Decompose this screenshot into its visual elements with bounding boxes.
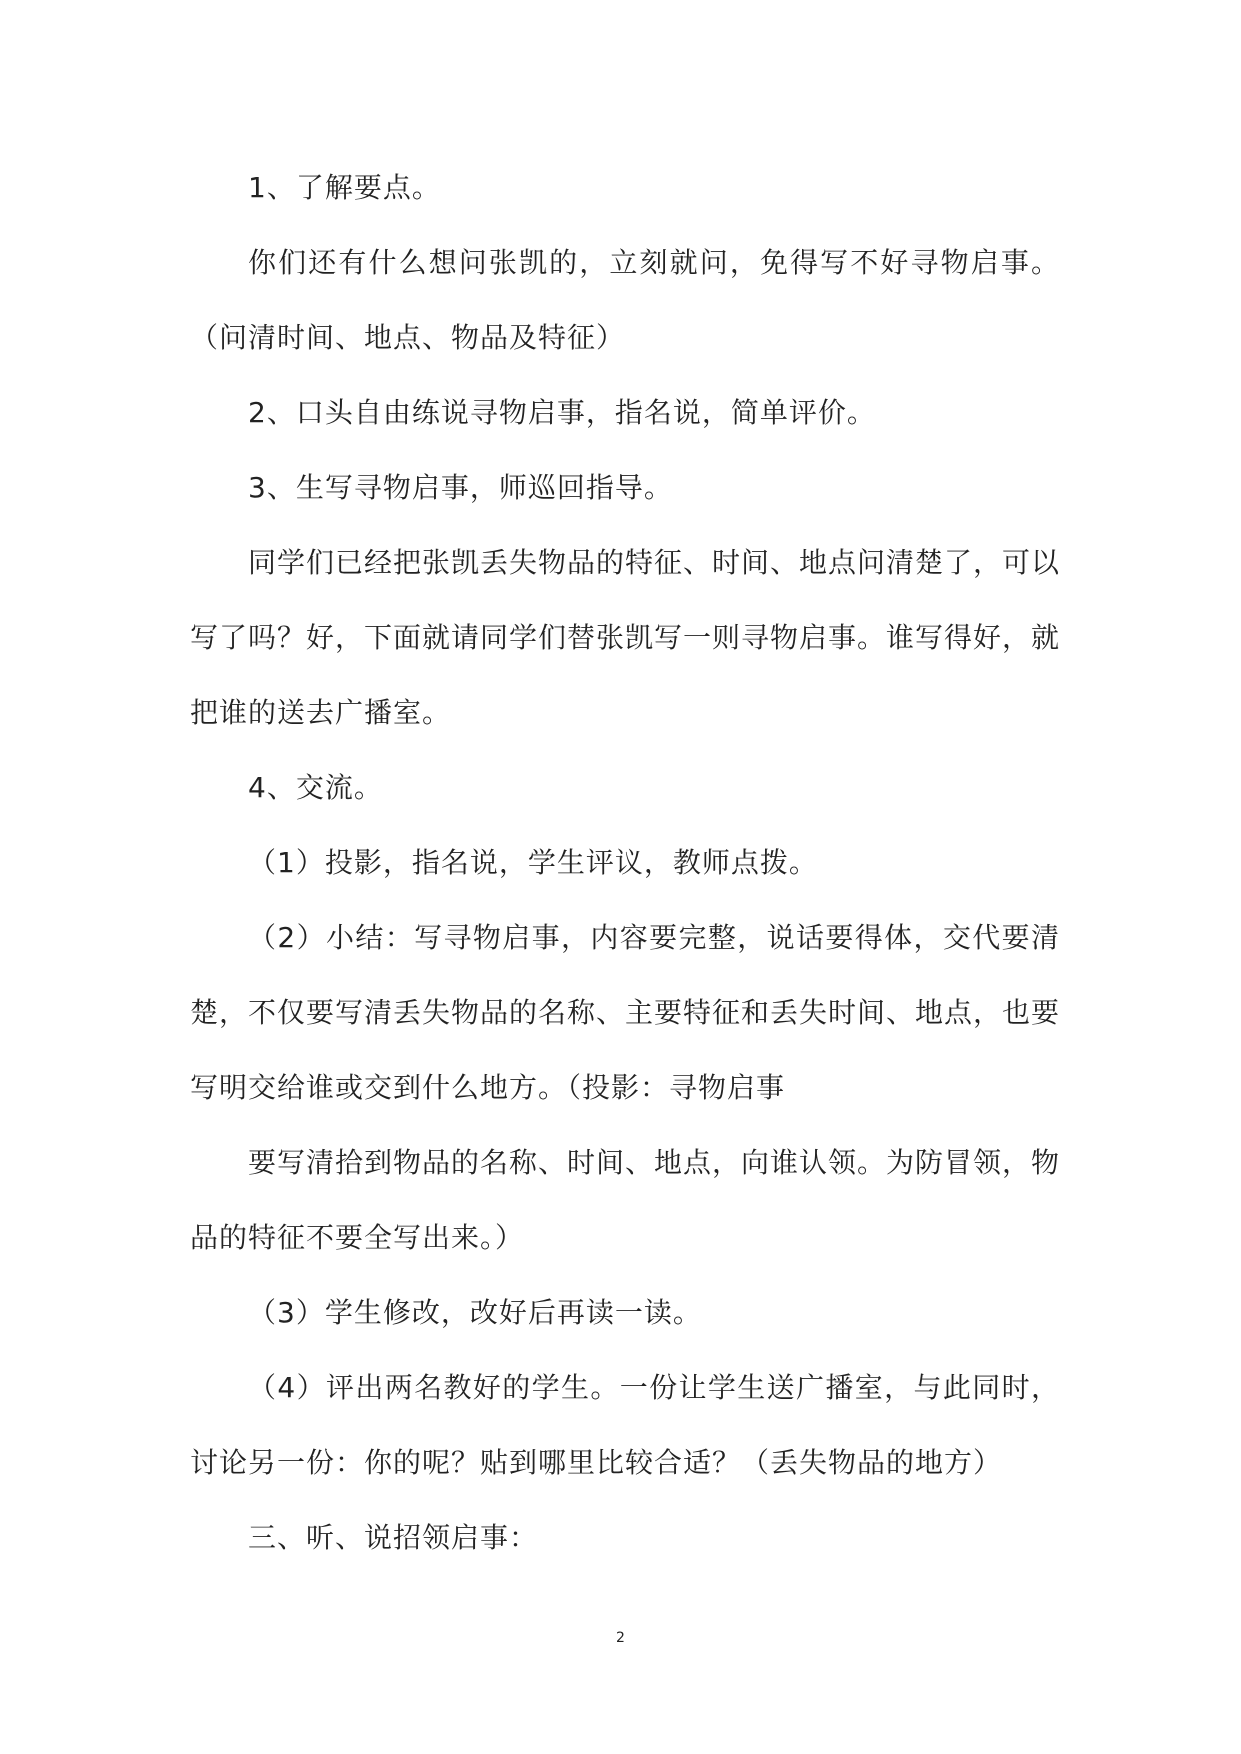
paragraph: 2、口头自由练说寻物启事，指名说，简单评价。: [248, 396, 876, 429]
document-body: [190, 150, 1060, 1575]
paragraph: （4）评出两名教好的学生。一份让学生送广播室，与此同时，讨论另一份：你的呢？贴到哪里比较合适？（丢失物品的地方）: [190, 1371, 1060, 1479]
paragraph: 同学们已经把张凯丢失物品的特征、时间、地点问清楚了，可以写了吗？好，下面就请同学们替张凯写一则寻物启事。谁写得好，就把谁的送去广播室。: [190, 546, 1061, 729]
paragraph: （3）学生修改，改好后再读一读。: [248, 1296, 702, 1329]
paragraph: 4、交流。: [248, 771, 383, 804]
paragraph: （1）投影，指名说，学生评议，教师点拨。: [248, 846, 818, 879]
paragraph: 三、听、说招领启事：: [248, 1521, 539, 1554]
paragraph: 要写清拾到物品的名称、时间、地点，向谁认领。为防冒领，物品的特征不要全写出来。）: [190, 1146, 1061, 1254]
paragraph: （2）小结：写寻物启事，内容要完整，说话要得体，交代要清楚，不仅要写清丢失物品的名称、主要特征和丢失时间、地点，也要写明交给谁或交到什么地方。（投影：寻物启事: [190, 921, 1061, 1104]
paragraph: 你们还有什么想问张凯的，立刻就问，免得写不好寻物启事。（问清时间、地点、物品及特征）: [190, 246, 1060, 354]
page-number: 2: [616, 1630, 625, 1646]
paragraph: 3、生写寻物启事，师巡回指导。: [248, 471, 673, 504]
paragraph: 1、了解要点。: [248, 171, 441, 204]
